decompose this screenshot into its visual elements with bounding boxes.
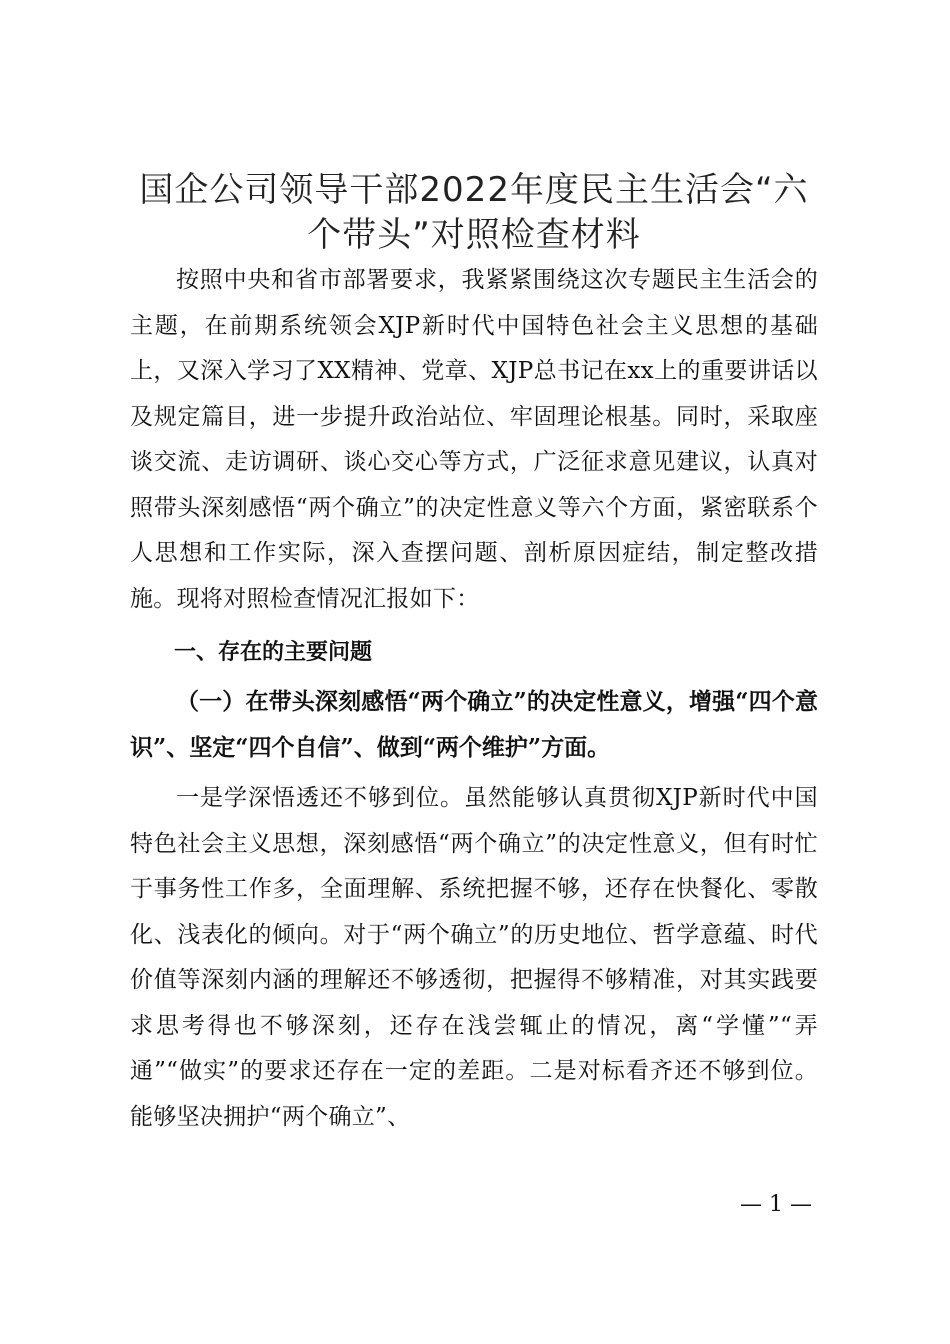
- page-number: — 1 —: [740, 1192, 812, 1217]
- body-paragraph: 一是学深悟透还不够到位。虽然能够认真贯彻XJP新时代中国特色社会主义思想，深刻感悟“两个确立”的决定性意义，但有时忙于事务性工作多，全面理解、系统把握不够，还存在快餐化、零散化、浅表化的倾向。对于“两个确立”的历史地位、哲学意蕴、时代价值等深刻内涵的理解还不够透彻，把握得不够精准，对其实践要求思考得也不够深刻，还存在浅尝辄止的情况，离“学懂”“弄通”“做实”的要求还存在一定的差距。二是对标看齐还不够到位。能够坚决拥护“两个确立”、: [130, 785, 818, 1130]
- section-heading-main-problems: 一、存在的主要问题: [174, 640, 373, 665]
- document-page: [130, 168, 818, 1140]
- intro-paragraph: 按照中央和省市部署要求，我紧紧围绕这次专题民主生活会的主题，在前期系统领会XJP新时代中国特色社会主义思想的基础上，又深入学习了XX精神、党章、XJP总书记在xx上的重要讲话以及规定篇目，进一步提升政治站位、牢固理论根基。同时，采取座谈交流、走访调研、谈心交心等方式，广泛征求意见建议，认真对照带头深刻感悟“两个确立”的决定性意义等六个方面，紧密联系个人思想和工作实际，深入查摆问题、剖析原因症结，制定整改措施。现将对照检查情况汇报如下：: [130, 267, 818, 612]
- document-title: 国企公司领导干部2022年度民主生活会“六个带头”对照检查材料: [139, 170, 809, 255]
- subsection-heading-two-establishments: （一）在带头深刻感悟“两个确立”的决定性意义，增强“四个意识”、坚定“四个自信”、做到“两个维护”方面。: [130, 688, 818, 761]
